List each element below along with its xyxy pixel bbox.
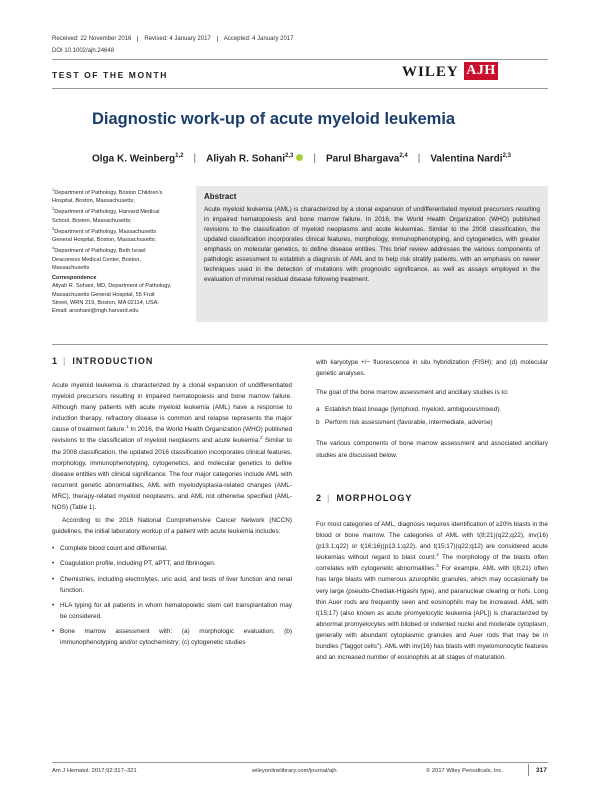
ajh-logo: AJH (464, 62, 498, 80)
morphology-column (316, 519, 548, 663)
goal-list (316, 404, 548, 428)
list-item-continued: with karyotype +/− fluorescence in situ hybridization (FISH); and (d) molecular genetic analyses. (316, 359, 548, 378)
right-column (316, 357, 548, 461)
footer-journal: Am J Hematol. 2017;92:317–321 (52, 768, 137, 774)
correspondence-heading: Correspondence (52, 275, 97, 282)
list-item: • Bone marrow assessment with: (a) morphologic evaluation; (b) immunophenotyping and/or cytochemistry; (c) cytogenetic studies (52, 626, 292, 648)
author-separator: | (313, 153, 316, 165)
list-item: • Complete blood count and differential. (52, 543, 292, 554)
body-divider (52, 344, 548, 345)
reference-link[interactable]: 2 (436, 552, 439, 558)
affiliation-item: $^3$Department of Pathology, Massachusetts General Hospital, Boston, Massachusetts; (52, 225, 157, 244)
footer-divider (52, 762, 548, 763)
affiliation-item: $^2$Department of Pathology, Harvard Medical School, Boston, Massachusetts; (52, 206, 160, 224)
reference-link[interactable]: 1 (126, 424, 129, 430)
author-affiliation: 2,4 (399, 153, 408, 159)
list-item: b Perform risk assessment (favorable, intermediate, adverse) (316, 419, 493, 427)
section-divider (52, 88, 548, 89)
author-name[interactable]: Valentina Nardi (430, 153, 503, 165)
author-separator: | (417, 153, 421, 165)
author-separator: | (193, 153, 197, 165)
author-name[interactable]: Aliyah R. Sohani (206, 153, 286, 165)
affiliation-item: $^4$Department of Pathology, Beth Israel Deaconess Medical Center, Boston, Massachusetts (52, 245, 146, 271)
list-item: • Coagulation profile, including PT, aPTT, and fibrinogen. (52, 558, 292, 569)
author-affiliation: 2,3 (285, 153, 294, 159)
author-affiliation: 2,3 (502, 153, 511, 159)
header-divider (52, 59, 548, 60)
affiliation-item: $^1$Department of Pathology, Boston Children's Hospital, Boston, Massachusetts; (52, 187, 163, 205)
author-affiliation: 1,2 (175, 153, 184, 159)
list-item: • HLA typing for all patients in whom hematopoietic stem cell transplantation may be considered. (52, 600, 292, 622)
abstract-box (196, 186, 548, 322)
section-tag: TEST OF THE MONTH (52, 70, 168, 80)
footer-url[interactable]: wileyonlinelibrary.com/journal/ajh (252, 768, 337, 774)
workup-list (52, 543, 292, 648)
reference-link[interactable]: 2 (260, 435, 263, 441)
article-dates (52, 36, 299, 42)
received-date: Received: 22 November 2016 (52, 36, 132, 42)
affiliations (52, 186, 172, 316)
author-list (92, 153, 511, 164)
author-name[interactable]: Olga K. Weinberg (92, 153, 176, 165)
list-item: • Chemistries, including electrolytes, uric acid, and tests of liver function and renal function. (52, 574, 292, 596)
article-title: Diagnostic work-up of acute myeloid leukemia (92, 110, 456, 128)
intro-heading: 1 | INTRODUCTION (52, 356, 154, 366)
reference-link[interactable]: 3 (436, 563, 439, 569)
abstract-heading: Abstract (204, 192, 237, 201)
intro-paragraph: According to the 2016 National Comprehensive Cancer Network (NCCN) guidelines, the initial laboratory workup of a patient with acute leukemia includes: (52, 517, 292, 536)
goal-paragraph: The goal of the bone marrow assessment and ancillary studies is to: (316, 389, 509, 397)
closing-paragraph: The various components of bone marrow assessment and associated ancillary studies are discussed below. (316, 440, 548, 459)
doi[interactable]: DOI 10.1002/ajh.24648 (52, 48, 115, 54)
footer-separator (528, 764, 529, 776)
morphology-heading: 2 | MORPHOLOGY (316, 493, 413, 503)
accepted-date: Accepted: 4 January 2017 (217, 36, 300, 42)
list-item: a Establish blast lineage (lymphoid, myeloid, ambiguous/mixed). (316, 406, 502, 414)
abstract-text: Acute myeloid leukemia (AML) is characterized by a clonal expansion of undifferentiated myeloid precursors resulting in impaired hematopoiesis and bone marrow failure. In 2016, the World Health Organization (WHO) published revisions to the classification of myeloid neoplasms and acute leukemias. Similar to the 2008 classification, the updated classification incorporates clinical features, morphology, immunophenotyping, and cytogenetics, with greater emphasis on molecular genetics, to define disease entities. This brief review addresses the various components of pathologic assessment to establish a diagnosis of AML and to help risk stratify patients, with an emphasis on newer techniques used in the detection of mutations with prognostic significance, as well as assays employed in the evaluation of minimal residual disease following treatment. (204, 206, 540, 283)
author-name[interactable]: Parul Bhargava (325, 153, 400, 165)
correspondence-text: Aliyah R. Sohani, MD, Department of Pathology, Massachusetts General Hospital, 55 Fruit Street, WRN 219, Boston, MA 02114, USA. (52, 283, 172, 306)
correspondence-email[interactable]: Email: arsohani@mgh.harvard.edu (52, 308, 139, 315)
footer-copyright: © 2017 Wiley Periodicals, Inc. (426, 768, 504, 774)
intro-paragraph: Acute myeloid leukemia is characterized by a clonal expansion of undifferentiated myeloid precursors resulting in impaired hematopoiesis and bone marrow failure. Although many patients with acute myeloid leukemia (AML) have a response to induction therapy, refractory disease is common and relapse represents the major cause of treatment failure.$^1$ In 2016, the World Health Organization (WHO) published revisions to the classification of myeloid neoplasms and acute leukemia.$^2$ Similar to the 2008 classification, the updated 2016 classification incorporates clinical features, morphology, immunophenotyping, cytogenetics, and molecular genetics to define disease entities with clinical significance. The four major categories include AML with recurrent genetic abnormalities, AML with myelodysplasia-related changes (AML-MRC), therapy-related myeloid neoplasms, and AML not otherwise specified (AML-NOS) (Table 1). (52, 382, 292, 512)
page-number: 317 (536, 767, 547, 774)
left-column (52, 380, 292, 648)
morphology-paragraph: For most categories of AML, diagnosis requires identification of ≥20% blasts in the blood or bone marrow. The categories of AML with t(8;21)(q22;q22), inv(16)(p13.1;q22) or t(16;16)(p13.1;q22), and t(15;17)(q22;q12) are considered acute leukemias without regard to blast count.$^2$ The morphology of the blasts often correlates with cytogenetic abnormalities.$^3$ For example, AML with t(8;21) often has large blasts with numerous azurophilic granules, which may occasionally be very large (pseudo-Chediak-Higashi type), and paranuclear clearing or hofs. Long thin Auer rods are frequently seen and eosinophils may be increased. AML with t(15;17) (also known as acute promyelocytic leukemia [APL]) is characterized by abnormal promyelocytes with bilobed or indented nuclei and moderate cytoplasm, generally with abundant cytoplasmic granules and Auer rods that may be in bundles ("faggot cells"). AML with inv(16) has blasts with myelomonocytic features and an increased number of eosinophils at all stages of maturation. (316, 521, 548, 662)
wiley-logo: WILEY (402, 64, 459, 80)
revised-date: Revised: 4 January 2017 (137, 36, 216, 42)
